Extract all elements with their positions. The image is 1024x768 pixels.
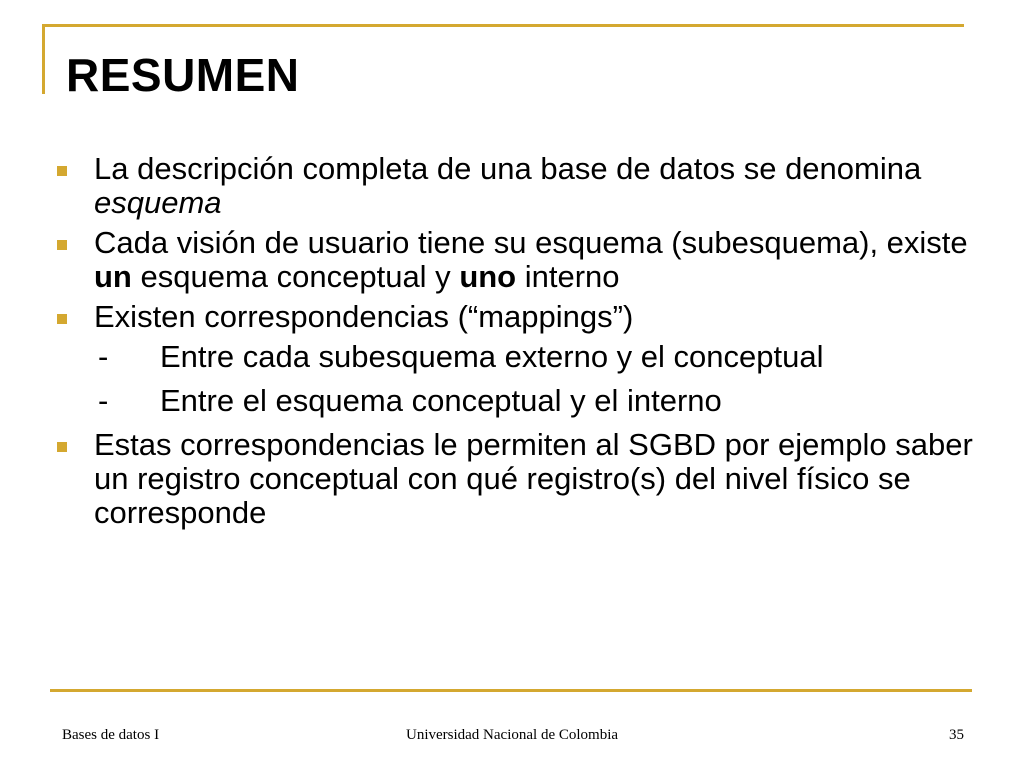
dash-marker: - [98, 383, 109, 418]
bullet-item-dbms-correspondence [56, 428, 976, 530]
footer-page-number: 35 [949, 727, 964, 743]
bullet-text: Cada visión de usuario tiene su esquema (subesquema), existe [94, 225, 968, 260]
bullet-item-schema [56, 152, 976, 220]
square-bullet-icon [57, 442, 67, 452]
footer-rule [50, 689, 972, 692]
sub-item-text: Entre cada subesquema externo y el conceptual [160, 339, 824, 374]
bullet-item-mappings [56, 300, 976, 334]
bold-text: un [94, 259, 132, 294]
title-frame-left-rule [42, 24, 45, 94]
dash-marker: - [98, 339, 109, 374]
bullet-text: Estas correspondencias le permiten al SGBD por ejemplo saber un registro conceptual con qué registro(s) del nivel físico se corresponde [94, 427, 973, 530]
footer-university: Universidad Nacional de Colombia [405, 727, 619, 743]
sub-item-conceptual-internal [56, 384, 976, 418]
emphasis-text: esquema [94, 185, 222, 220]
square-bullet-icon [57, 166, 67, 176]
slide-content [56, 152, 976, 536]
footer-course-name: Bases de datos I [62, 727, 160, 743]
bullet-text: La descripción completa de una base de datos se denomina [94, 151, 922, 186]
slide-title: RESUMEN [66, 49, 300, 101]
bullet-text: Existen correspondencias (“mappings”) [94, 299, 634, 334]
sub-item-external-conceptual [56, 340, 976, 374]
square-bullet-icon [57, 314, 67, 324]
title-frame-top-rule [42, 24, 964, 27]
bullet-text: esquema conceptual y [131, 259, 460, 294]
sub-item-text: Entre el esquema conceptual y el interno [160, 383, 722, 418]
bold-text: uno [459, 259, 517, 294]
square-bullet-icon [57, 240, 67, 250]
bullet-item-user-views [56, 226, 976, 294]
bullet-text: interno [516, 259, 620, 294]
